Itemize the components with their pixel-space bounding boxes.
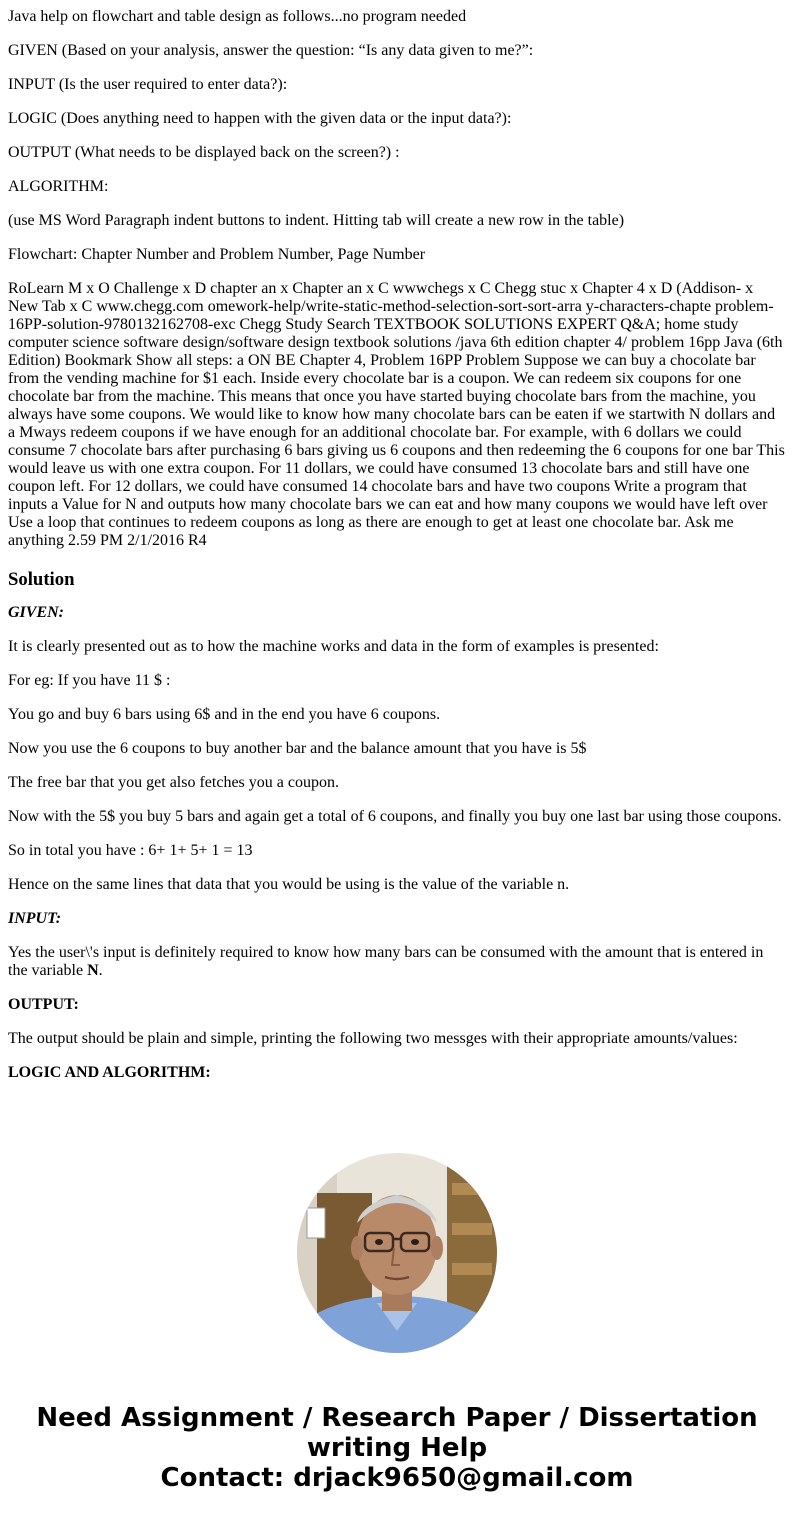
solution-heading: Solution <box>8 569 75 590</box>
solution-step-2: Now you use the 6 coupons to buy another bar and the balance amount that you have is 5$ <box>8 740 587 757</box>
solution-logic-label: LOGIC AND ALGORITHM: <box>8 1064 211 1081</box>
question-indent-note: (use MS Word Paragraph indent buttons to indent. Hitting tab will create a new row in the table) <box>8 212 625 229</box>
solution-output-label: OUTPUT: <box>8 996 79 1013</box>
solution-output-text: The output should be plain and simple, printing the following two messges with their appropriate amounts/values: <box>8 1030 738 1047</box>
question-screenshot-text: RoLearn M x O Challenge x D chapter an x Chapter an x C wwwchegs x C Chegg stuc x Chapter 4 x D (Addison- x New Tab x C www.chegg.com omework-help/write-static-method-selection-sort-sort-arra y-characters-chapte problem-16PP-solution-9780132162708-exc Chegg Study Search TEXTBOOK SOLUTIONS EXPERT Q&A; home study computer science software design/software design textbook solutions /java 6th edition chapter 4/ problem 16pp Java (6th Edition) Bookmark Show all steps: a ON BE Chapter 4, Problem 16PP Problem Suppose we can buy a chocolate bar from the vending machine for $1 each. Inside every chocolate bar is a coupon. We can redeem six coupons for one chocolate bar from the machine. This means that once you have started buying chocolate bars from the machine, you always have some coupons. We would like to know how many chocolate bars can be eaten if we startwith N dollars and a Mways redeem coupons if we have enough for an additional chocolate bar. For example, with 6 dollars we could consume 7 chocolate bars after purchasing 6 bars giving us 6 coupons and then redeeming the 6 coupons for one bar This would leave us with one extra coupon. For 11 dollars, we could have consumed 13 chocolate bars and still have one coupon left. For 12 dollars, we could have consumed 14 chocolate bars and have two coupons Write a program that inputs a Value for N and outputs how many chocolate bars we can eat and how many coupons we would have left over Use a loop that continues to redeem coupons as long as there are enough to get at least one chocolate bar. Ask me anything 2.59 PM 2/1/2016 R4 <box>8 280 785 549</box>
input-variable: N <box>87 962 99 979</box>
input-text-body: Yes the user\'s input is definitely required to know how many bars can be consumed with the amount that is entered in the variable <box>8 944 764 979</box>
author-avatar <box>297 1153 497 1353</box>
promo-line-2: writing Help <box>306 1433 488 1463</box>
solution-example-intro: For eg: If you have 11 $ : <box>8 672 171 689</box>
solution-step-4: Now with the 5$ you buy 5 bars and again get a total of 6 coupons, and finally you buy one last bar using those coupons. <box>8 808 782 825</box>
solution-input-text <box>8 944 786 980</box>
promo-contact[interactable]: Contact: drjack9650@gmail.com <box>160 1463 634 1493</box>
document-content <box>8 8 786 1098</box>
solution-conclusion: Hence on the same lines that data that you would be using is the value of the variable n. <box>8 876 570 893</box>
question-output: OUTPUT (What needs to be displayed back on the screen?) : <box>8 144 400 161</box>
promo-banner <box>0 1403 794 1493</box>
promo-line-1: Need Assignment / Research Paper / Dissertation <box>36 1403 758 1433</box>
question-flowchart: Flowchart: Chapter Number and Problem Number, Page Number <box>8 246 426 263</box>
input-text-end: . <box>98 962 103 979</box>
solution-step-1: You go and buy 6 bars using 6$ and in the end you have 6 coupons. <box>8 706 441 723</box>
question-logic: LOGIC (Does anything need to happen with the given data or the input data?): <box>8 110 512 127</box>
solution-input-label: INPUT: <box>8 910 62 927</box>
question-algorithm: ALGORITHM: <box>8 178 109 195</box>
question-title: Java help on flowchart and table design as follows...no program needed <box>8 8 467 25</box>
question-input: INPUT (Is the user required to enter data?): <box>8 76 288 93</box>
author-photo <box>297 1153 497 1353</box>
solution-given-label: GIVEN: <box>8 604 65 621</box>
solution-total: So in total you have : 6+ 1+ 5+ 1 = 13 <box>8 842 253 859</box>
solution-given-intro: It is clearly presented out as to how the machine works and data in the form of examples is presented: <box>8 638 659 655</box>
solution-step-3: The free bar that you get also fetches you a coupon. <box>8 774 339 791</box>
question-given: GIVEN (Based on your analysis, answer the question: “Is any data given to me?”: <box>8 42 534 59</box>
